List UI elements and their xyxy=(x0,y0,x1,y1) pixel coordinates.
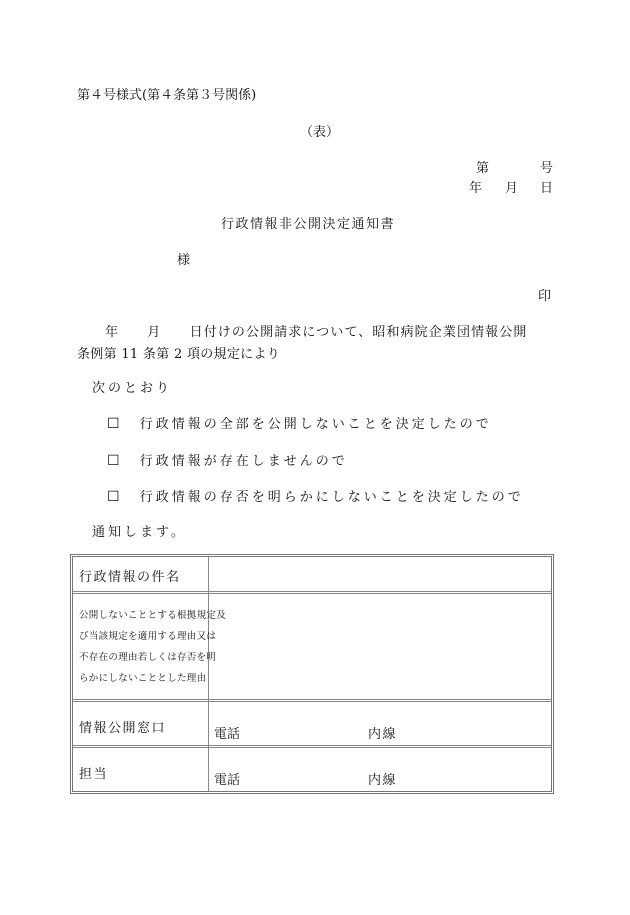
option-2 xyxy=(107,450,348,469)
option-3 xyxy=(107,486,524,505)
option-1-text: 行政情報の全部を公開しないことを決定したので xyxy=(139,417,492,432)
doc-number-dai: 第 xyxy=(476,161,490,176)
table-value-reason[interactable] xyxy=(213,597,549,695)
body-closing: 通知します。 xyxy=(92,525,187,540)
date-year: 年 xyxy=(469,181,483,196)
reason-line: らかにしないこととした理由 xyxy=(79,673,207,684)
table-value-subject[interactable] xyxy=(213,559,549,589)
reason-line: 公開しないこととする根拠規定及 xyxy=(79,610,227,621)
seal-mark: 印 xyxy=(538,289,552,304)
body-line-2: 条例第 11 条第 2 項の規定により xyxy=(77,347,281,362)
checkbox-icon[interactable]: ☐ xyxy=(107,416,120,432)
reason-line: び当該規定を適用する理由又は xyxy=(79,631,217,642)
details-table xyxy=(70,554,554,794)
side-label: （表） xyxy=(300,125,340,140)
addressee-suffix: 様 xyxy=(177,253,191,268)
date-day: 日 xyxy=(540,181,554,196)
window-phone-label: 電話 xyxy=(214,727,241,742)
checkbox-icon[interactable]: ☐ xyxy=(107,453,120,469)
table-label-subject: 行政情報の件名 xyxy=(79,570,181,585)
table-label-window: 情報公開窓口 xyxy=(79,721,167,736)
staff-extension-label: 内線 xyxy=(368,773,398,788)
checkbox-icon[interactable]: ☐ xyxy=(107,489,120,505)
table-row-divider xyxy=(73,591,551,594)
option-2-text: 行政情報が存在しませんので xyxy=(139,454,348,469)
staff-phone-label: 電話 xyxy=(214,773,241,788)
table-row-divider xyxy=(73,699,551,702)
table-label-reason xyxy=(79,605,226,689)
option-1 xyxy=(107,413,492,432)
option-3-text: 行政情報の存否を明らかにしないことを決定したので xyxy=(139,490,524,505)
date-month: 月 xyxy=(505,181,519,196)
document-title: 行政情報非公開決定通知書 xyxy=(221,217,396,232)
form-label: 第４号様式(第４条第３号関係) xyxy=(77,88,257,103)
reason-line: 不存在の理由若しくは存否を明 xyxy=(79,652,217,663)
body-intro: 次のとおり xyxy=(92,381,173,396)
window-extension-label: 内線 xyxy=(368,727,398,742)
table-label-staff: 担当 xyxy=(79,767,109,782)
body-line-1: 年 月 日付けの公開請求について、昭和病院企業団情報公開 xyxy=(105,325,528,340)
doc-number-go: 号 xyxy=(540,161,554,176)
table-row-divider xyxy=(73,745,551,748)
